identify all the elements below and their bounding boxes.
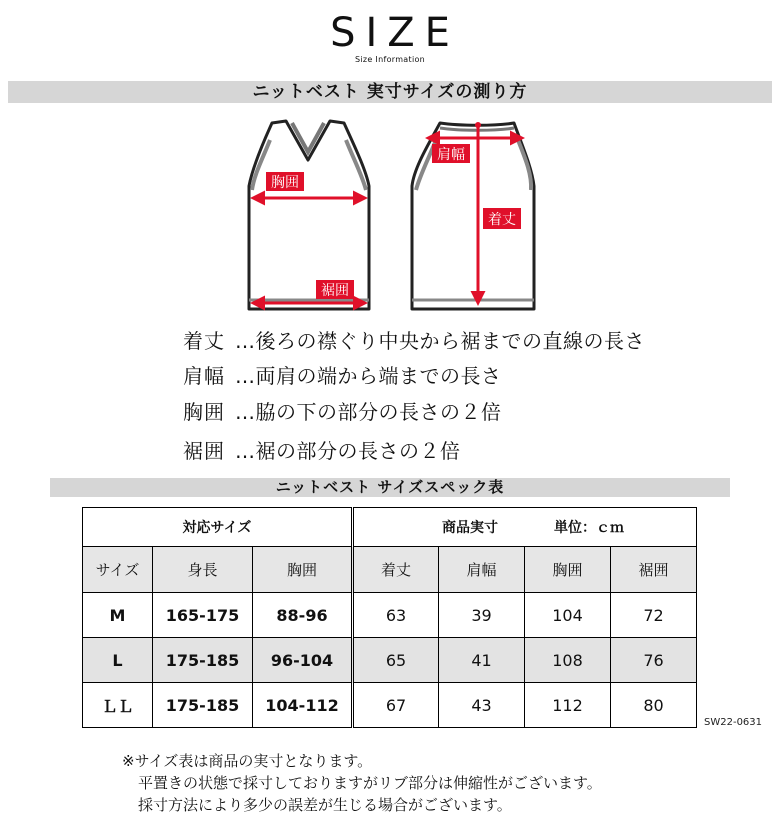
cell-chest-fit: 88-96: [253, 593, 353, 638]
size-title-block: [0, 10, 780, 64]
col-hem: 裾囲: [611, 547, 697, 593]
cell-hem: 80: [611, 683, 697, 728]
legend-row-shoulder: [183, 364, 683, 388]
section-heading-measure: ニットベスト 実寸サイズの測り方: [8, 81, 772, 103]
cell-length: 63: [353, 593, 439, 638]
table-row: [83, 638, 697, 683]
col-chest: 胸囲: [525, 547, 611, 593]
legend-row-length: [183, 329, 683, 353]
cell-shoulder: 39: [439, 593, 525, 638]
cell-hem: 72: [611, 593, 697, 638]
section-heading-spec: ニットベスト サイズスペック表: [50, 478, 730, 497]
cell-height: 165-175: [153, 593, 253, 638]
col-chest-fit: 胸囲: [253, 547, 353, 593]
col-size: サイズ: [83, 547, 153, 593]
label-hem: 裾囲: [321, 283, 349, 299]
col-height: 身長: [153, 547, 253, 593]
size-spec-table: [82, 507, 697, 728]
group-actual-size: [353, 508, 697, 547]
cell-height: 175-185: [153, 638, 253, 683]
group-actual-size-label: 商品実寸: [442, 520, 498, 536]
legend-term: 肩幅: [183, 364, 225, 388]
cell-size: ＬＬ: [83, 683, 153, 728]
cell-length: 65: [353, 638, 439, 683]
label-length: 着丈: [488, 212, 516, 228]
notes-block: [122, 750, 602, 816]
note-line: 採寸方法により多少の誤差が生じる場合がございます。: [138, 796, 512, 814]
cell-height: 175-185: [153, 683, 253, 728]
legend-term: 着丈: [183, 329, 225, 353]
cell-shoulder: 43: [439, 683, 525, 728]
page-subtitle: Size Information: [354, 55, 426, 64]
table-group-header: [83, 508, 697, 547]
cell-chest-fit: 96-104: [253, 638, 353, 683]
legend-desc: …脇の下の部分の長さの２倍: [235, 400, 502, 424]
legend-desc: …後ろの襟ぐり中央から裾までの直線の長さ: [235, 329, 645, 353]
cell-chest: 108: [525, 638, 611, 683]
cell-size: M: [83, 593, 153, 638]
cell-shoulder: 41: [439, 638, 525, 683]
cell-hem: 76: [611, 638, 697, 683]
legend-desc: …裾の部分の長さの２倍: [235, 439, 461, 463]
label-shoulder: 肩幅: [437, 147, 465, 163]
table-row: [83, 683, 697, 728]
product-code: SW22-0631: [704, 717, 763, 728]
table-column-header: [83, 547, 697, 593]
cell-chest-fit: 104-112: [253, 683, 353, 728]
table-row: [83, 593, 697, 638]
vest-diagram: [0, 110, 780, 325]
group-fit-size: 対応サイズ: [83, 508, 353, 547]
legend-term: 胸囲: [183, 400, 225, 424]
legend-row-hem: [183, 439, 683, 463]
legend-term: 裾囲: [183, 439, 225, 463]
cell-size: L: [83, 638, 153, 683]
col-length: 着丈: [353, 547, 439, 593]
note-line: ※サイズ表は商品の実寸となります。: [122, 752, 373, 770]
legend-desc: …両肩の端から端までの長さ: [235, 364, 502, 388]
col-shoulder: 肩幅: [439, 547, 525, 593]
cell-length: 67: [353, 683, 439, 728]
cell-chest: 104: [525, 593, 611, 638]
cell-chest: 112: [525, 683, 611, 728]
legend-row-chest: [183, 400, 683, 424]
unit-label: 単位：ｃｍ: [554, 520, 624, 536]
page-title: SIZE: [330, 10, 460, 56]
label-chest: 胸囲: [271, 175, 299, 191]
note-line: 平置きの状態で採寸しておりますがリブ部分は伸縮性がございます。: [138, 774, 602, 792]
